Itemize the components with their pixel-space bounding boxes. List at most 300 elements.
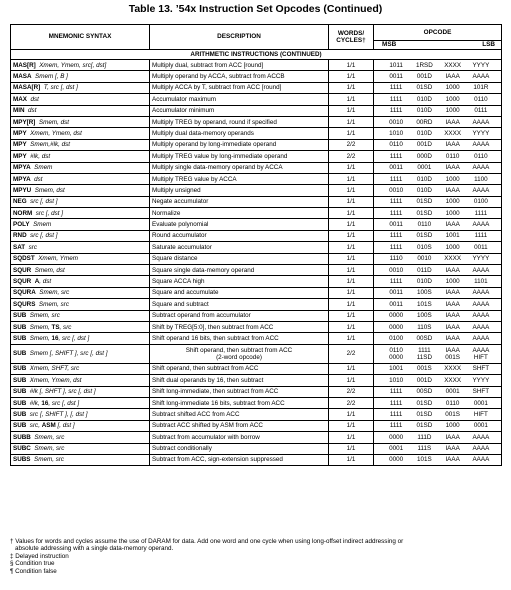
- opcode-nibble: 1111: [389, 388, 403, 396]
- table-row: [11, 265, 502, 276]
- opcode-nibble: AAAA: [472, 72, 490, 80]
- opcode-cell: [374, 265, 502, 276]
- operands: src [, dst ]: [35, 209, 64, 217]
- opcode-nibble: 001S: [445, 410, 460, 418]
- opcode-nibble: 0000: [389, 312, 404, 320]
- opcode-nibble: AAAA: [472, 186, 490, 194]
- words-cycles-cell: 1/1: [329, 321, 374, 332]
- section-heading: ARITHMETIC INSTRUCTIONS (CONTINUED): [11, 50, 502, 60]
- operands: Smem, src: [34, 456, 65, 464]
- opcode-cell: [374, 276, 502, 287]
- mnemonic-cell: [11, 310, 150, 321]
- opcode-nibble: 0100: [473, 198, 488, 206]
- opcode-nibble: 01SD: [416, 198, 433, 206]
- opcode-nibble: 1001: [389, 365, 404, 373]
- opcode-nibble: 1000: [445, 95, 460, 103]
- opcode-nibble: 0110: [445, 152, 460, 160]
- description-cell: [150, 344, 329, 363]
- operands: dst: [34, 175, 43, 183]
- operands: Smem, src: [34, 433, 65, 441]
- opcode-cell: [374, 397, 502, 408]
- words-cycles-cell: 1/1: [329, 432, 374, 443]
- table-row: [11, 443, 502, 454]
- words-cycles-cell: 1/1: [329, 375, 374, 386]
- opcode-nibble: 110S: [417, 323, 432, 331]
- description-cell: Negate accumulator: [150, 196, 329, 207]
- opcode-nibble: 0110: [445, 399, 460, 407]
- table-row: [11, 162, 502, 173]
- description-cell: Multiply TREG by operand, round if specified: [150, 116, 329, 127]
- words-cycles-cell: 1/1: [329, 287, 374, 298]
- description-cell: Multiply TREG value by long-immediate operand: [150, 151, 329, 162]
- opcode-nibble: HIFT: [473, 353, 488, 361]
- opcode-nibble: 101S: [417, 456, 432, 464]
- mnemonic: SQURA: [13, 289, 36, 297]
- opcode-nibble: AAAA: [472, 118, 490, 126]
- opcode-nibble: YYYY: [472, 376, 490, 384]
- mnemonic: SUB: [13, 422, 27, 430]
- opcode-cell: [374, 128, 502, 139]
- table-row: [11, 105, 502, 116]
- mnemonic-cell: [11, 82, 150, 93]
- description-cell: Saturate accumulator: [150, 242, 329, 253]
- mnemonic-cell: [11, 253, 150, 264]
- mnemonic-cell: [11, 230, 150, 241]
- opcode-nibble: 1111: [389, 152, 403, 160]
- header-words: WORDS/: [337, 29, 365, 37]
- opcode-cell: [374, 386, 502, 397]
- table-row: [11, 71, 502, 82]
- opcode-nibble: 0000: [389, 456, 404, 464]
- mnemonic-cell: [11, 173, 150, 184]
- opcode-nibble: IAAA: [445, 346, 460, 354]
- opcode-nibble: 0011: [389, 289, 403, 297]
- header-description: DESCRIPTION: [150, 25, 329, 50]
- opcode-nibble: 1111: [389, 84, 403, 92]
- opcode-nibble: 01SD: [416, 410, 433, 418]
- mnemonic: SUB: [13, 350, 27, 358]
- description-cell: Shift operand, then subtract from ACC: [150, 363, 329, 374]
- mnemonic-cell: [11, 60, 150, 71]
- operands: Smem, 16, src [, dst ]: [29, 334, 90, 342]
- opcode-cell: [374, 185, 502, 196]
- description-cell: Shift operand 16 bits, then subtract from ACC: [150, 333, 329, 344]
- words-cycles-cell: 1/1: [329, 71, 374, 82]
- opcode-nibble: AAAA: [472, 221, 490, 229]
- opcode-cell: [374, 60, 502, 71]
- description-cell: Subtract operand from accumulator: [150, 310, 329, 321]
- description-cell: Round accumulator: [150, 230, 329, 241]
- operands: src [, dst ]: [30, 232, 58, 240]
- table-row: [11, 299, 502, 310]
- header-opcode: OPCODE: [374, 25, 502, 41]
- opcode-nibble: 1000: [445, 84, 460, 92]
- opcode-nibble: 1100: [474, 175, 488, 183]
- opcode-nibble: 1111: [389, 209, 403, 217]
- opcode-nibble: 101R: [473, 84, 489, 92]
- mnemonic-cell: [11, 363, 150, 374]
- mnemonic: MPY: [13, 141, 27, 149]
- operands: #lk, dst: [30, 152, 51, 160]
- opcode-nibble: 1111: [389, 175, 403, 183]
- opcode-nibble: 100S: [417, 312, 432, 320]
- table-row: [11, 386, 502, 397]
- opcode-nibble: 010D: [416, 278, 432, 286]
- words-cycles-cell: 1/1: [329, 208, 374, 219]
- opcode-nibble: 01SD: [416, 422, 433, 430]
- operands: src [, dst ]: [30, 198, 58, 206]
- table-row: [11, 139, 502, 150]
- opcode-nibble: IAAA: [445, 164, 460, 172]
- opcode-nibble: AAAA: [472, 334, 490, 342]
- description-cell: Multiply operand by long-immediate operand: [150, 139, 329, 150]
- operands: #lk, 16, src [, dst ]: [29, 399, 80, 407]
- description-cell: Subtract shifted ACC from ACC: [150, 409, 329, 420]
- opcode-nibble: 0100: [389, 334, 404, 342]
- mnemonic-cell: [11, 139, 150, 150]
- mnemonic: SUB: [13, 334, 27, 342]
- opcode-nibble: 1011: [389, 61, 403, 69]
- table-row: [11, 242, 502, 253]
- opcode-cell: [374, 196, 502, 207]
- table-row: [11, 409, 502, 420]
- words-cycles-cell: 2/2: [329, 139, 374, 150]
- opcode-nibble: IAAA: [445, 186, 460, 194]
- opcode-nibble: 010S: [417, 243, 432, 251]
- opcode-nibble: 0001: [389, 445, 404, 453]
- opcode-nibble: 010D: [416, 129, 432, 137]
- mnemonic: SUBB: [13, 433, 31, 441]
- operands: Smem, TS, src: [29, 323, 72, 331]
- opcode-nibble: 1111: [474, 232, 488, 240]
- opcode-cell: [374, 420, 502, 431]
- opcode-nibble: AAAA: [472, 289, 490, 297]
- mnemonic-cell: [11, 151, 150, 162]
- opcode-nibble: XXXX: [444, 376, 462, 384]
- description-cell: Square and accumulate: [150, 287, 329, 298]
- opcode-table: [10, 24, 502, 466]
- opcode-cell: [374, 242, 502, 253]
- mnemonic: MPY: [13, 152, 27, 160]
- opcode-nibble: 0011: [389, 72, 403, 80]
- opcode-nibble: 0110: [474, 152, 488, 160]
- words-cycles-cell: 1/1: [329, 299, 374, 310]
- opcode-nibble: 100S: [417, 289, 432, 297]
- operands: Smem, dst: [34, 266, 65, 274]
- table-row: [11, 196, 502, 207]
- operands: A, dst: [34, 278, 52, 286]
- opcode-cell: [374, 139, 502, 150]
- description-cell: Subtract from ACC, sign-extension suppressed: [150, 454, 329, 465]
- opcode-cell: [374, 321, 502, 332]
- words-cycles-cell: 1/1: [329, 276, 374, 287]
- opcode-nibble: IAAA: [445, 433, 460, 441]
- opcode-nibble: IAAA: [445, 141, 460, 149]
- opcode-nibble: IAAA: [445, 72, 460, 80]
- opcode-nibble: 0001: [473, 399, 488, 407]
- opcode-nibble: 1111: [389, 410, 403, 418]
- opcode-nibble: 1001: [445, 232, 460, 240]
- table-row: [11, 94, 502, 105]
- opcode-nibble: 00SD: [416, 388, 433, 396]
- table-row: [11, 173, 502, 184]
- opcode-nibble: AAAA: [472, 300, 490, 308]
- mnemonic-cell: [11, 299, 150, 310]
- table-row: [11, 420, 502, 431]
- opcode-nibble: 00RD: [416, 118, 433, 126]
- opcode-nibble: XXXX: [444, 61, 462, 69]
- footnote-condition-false: ¶ Condition false: [10, 567, 57, 575]
- description-cell: Accumulator minimum: [150, 105, 329, 116]
- description-cell: Square distance: [150, 253, 329, 264]
- opcode-nibble: 010D: [416, 186, 432, 194]
- table-row: [11, 454, 502, 465]
- mnemonic: MPYA: [13, 175, 31, 183]
- mnemonic: SUBC: [13, 445, 31, 453]
- description-cell: Multiply operand by ACCA, subtract from ACCB: [150, 71, 329, 82]
- description-cell: Accumulator maximum: [150, 94, 329, 105]
- opcode-nibble: 111D: [417, 433, 432, 441]
- mnemonic: SAT: [13, 243, 26, 251]
- description-cell: Shift dual operands by 16, then subtract: [150, 375, 329, 386]
- footnote-condition-true: § Condition true: [10, 560, 55, 568]
- footnote-dagger-cont: absolute addressing with a single data-memory operand.: [15, 545, 174, 553]
- opcode-nibble: 011D: [417, 266, 432, 274]
- mnemonic-cell: [11, 265, 150, 276]
- table-row: [11, 82, 502, 93]
- opcode-cell: [374, 230, 502, 241]
- opcode-nibble: 001S: [445, 353, 460, 361]
- words-cycles-cell: 1/1: [329, 420, 374, 431]
- opcode-nibble: 1111: [389, 232, 403, 240]
- operands: Xmem, Ymem, dst: [30, 129, 82, 137]
- opcode-cell: [374, 344, 502, 363]
- table-row: [11, 230, 502, 241]
- opcode-cell: [374, 432, 502, 443]
- mnemonic-cell: [11, 276, 150, 287]
- opcode-nibble: 1111: [389, 95, 403, 103]
- description-cell: Evaluate polynomial: [150, 219, 329, 230]
- opcode-nibble: 0010: [417, 255, 432, 263]
- description-cell: Multiply dual data-memory operands: [150, 128, 329, 139]
- mnemonic: SQUR: [13, 278, 32, 286]
- words-cycles-cell: 1/1: [329, 230, 374, 241]
- mnemonic-cell: [11, 386, 150, 397]
- opcode-nibble: 1010: [389, 376, 404, 384]
- opcode-nibble: 0000: [389, 323, 404, 331]
- opcode-nibble: 01SD: [416, 209, 433, 217]
- opcode-nibble: YYYY: [472, 129, 490, 137]
- mnemonic-cell: [11, 128, 150, 139]
- mnemonic: SUBS: [13, 456, 31, 464]
- table-row: [11, 310, 502, 321]
- mnemonic-cell: [11, 162, 150, 173]
- opcode-cell: [374, 333, 502, 344]
- mnemonic: MASA[R]: [13, 84, 41, 92]
- mnemonic: MAX: [13, 95, 27, 103]
- description-cell: Normalize: [150, 208, 329, 219]
- mnemonic: RND: [13, 232, 27, 240]
- mnemonic: SUB: [13, 388, 27, 396]
- table-row: [11, 397, 502, 408]
- description-note: (2-word opcode): [216, 353, 262, 361]
- opcode-nibble: AAAA: [472, 323, 490, 331]
- words-cycles-cell: 1/1: [329, 310, 374, 321]
- opcode-nibble: 0011: [389, 164, 403, 172]
- opcode-cell: [374, 151, 502, 162]
- opcode-nibble: 1101: [474, 278, 488, 286]
- opcode-nibble: 11SD: [416, 353, 433, 361]
- words-cycles-cell: 1/1: [329, 105, 374, 116]
- opcode-nibble: IAAA: [445, 266, 460, 274]
- opcode-nibble: 0110: [474, 95, 488, 103]
- words-cycles-cell: 1/1: [329, 94, 374, 105]
- opcode-nibble: SHFT: [472, 388, 490, 396]
- table-row: [11, 151, 502, 162]
- description-cell: Multiply unsigned: [150, 185, 329, 196]
- opcode-cell: [374, 208, 502, 219]
- mnemonic-cell: [11, 196, 150, 207]
- opcode-cell: [374, 162, 502, 173]
- table-row: [11, 219, 502, 230]
- table-row: [11, 185, 502, 196]
- operands: Smem, dst: [34, 186, 65, 194]
- opcode-cell: [374, 71, 502, 82]
- mnemonic: MIN: [13, 107, 25, 115]
- mnemonic-cell: [11, 208, 150, 219]
- description-cell: Shift long-immediate 16 bits, subtract from ACC: [150, 397, 329, 408]
- mnemonic: NORM: [13, 209, 33, 217]
- footnotes: [10, 538, 501, 575]
- words-cycles-cell: 1/1: [329, 363, 374, 374]
- mnemonic: MPYA: [13, 164, 31, 172]
- words-cycles-cell: 1/1: [329, 116, 374, 127]
- mnemonic-cell: [11, 409, 150, 420]
- operands: #lk [, SHFT ], src [, dst ]: [29, 388, 96, 396]
- opcode-nibble: XXXX: [444, 255, 462, 263]
- mnemonic-cell: [11, 242, 150, 253]
- header-words-cycles: [329, 25, 374, 50]
- mnemonic-cell: [11, 287, 150, 298]
- words-cycles-cell: 1/1: [329, 196, 374, 207]
- mnemonic-cell: [11, 454, 150, 465]
- opcode-nibble: 0010: [389, 186, 404, 194]
- opcode-cell: [374, 375, 502, 386]
- opcode-cell: [374, 310, 502, 321]
- opcode-nibble: 1000: [445, 278, 460, 286]
- mnemonic-cell: [11, 105, 150, 116]
- operands: Smem,#lk, dst: [30, 141, 71, 149]
- mnemonic: MPY: [13, 129, 27, 137]
- words-cycles-cell: 1/1: [329, 185, 374, 196]
- opcode-nibble: 1111: [389, 107, 403, 115]
- table-row: [11, 321, 502, 332]
- operands: dst: [30, 95, 39, 103]
- table-row: [11, 363, 502, 374]
- table-row: [11, 116, 502, 127]
- words-cycles-cell: 1/1: [329, 173, 374, 184]
- mnemonic: SUB: [13, 410, 27, 418]
- opcode-nibble: 0001: [473, 422, 488, 430]
- operands: dst: [28, 107, 37, 115]
- opcode-nibble: 1111: [474, 209, 488, 217]
- words-cycles-cell: 1/1: [329, 242, 374, 253]
- mnemonic: MAS[R]: [13, 61, 36, 69]
- opcode-nibble: 0000: [389, 433, 404, 441]
- operands: Smem [, SHIFT ], src [, dst ]: [29, 350, 108, 358]
- opcode-nibble: AAAA: [472, 164, 490, 172]
- words-cycles-cell: 1/1: [329, 253, 374, 264]
- footnote-delayed: ‡ Delayed instruction: [10, 552, 69, 560]
- words-cycles-cell: 1/1: [329, 128, 374, 139]
- mnemonic: MPY[R]: [13, 118, 36, 126]
- opcode-nibble: AAAA: [472, 266, 490, 274]
- words-cycles-cell: 2/2: [329, 151, 374, 162]
- footnote-dagger: † Values for words and cycles assume the use of DARAM for data. Add one word and one cycle when using long-offset indirect addressing or: [10, 538, 404, 545]
- mnemonic-cell: [11, 443, 150, 454]
- opcode-nibble: IAAA: [445, 456, 460, 464]
- mnemonic: SUB: [13, 323, 27, 331]
- opcode-nibble: YYYY: [472, 255, 490, 263]
- operands: Xmem, SHFT, src: [29, 365, 80, 373]
- operands: Smem, src: [34, 445, 65, 453]
- opcode-nibble: AAAA: [472, 141, 490, 149]
- opcode-nibble: 1111: [389, 198, 403, 206]
- operands: Smem [, B ]: [35, 72, 68, 80]
- description-cell: Square single data-memory operand: [150, 265, 329, 276]
- opcode-nibble: 1111: [389, 399, 403, 407]
- header-lsb: LSB: [482, 41, 495, 49]
- operands: Xmem, Ymem: [38, 255, 78, 263]
- opcode-nibble: 1000: [445, 243, 460, 251]
- opcode-nibble: 1RSD: [415, 61, 433, 69]
- mnemonic-cell: [11, 116, 150, 127]
- header-cycles: CYCLES†: [336, 37, 366, 44]
- opcode-nibble: 01SD: [416, 399, 433, 407]
- opcode-nibble: 001D: [416, 376, 432, 384]
- mnemonic: POLY: [13, 221, 30, 229]
- opcode-nibble: 0010: [389, 118, 404, 126]
- opcode-nibble: AAAA: [472, 346, 490, 354]
- opcode-nibble: 1111: [389, 422, 403, 430]
- description-cell: Multiply dual, subtract from ACC [round]: [150, 60, 329, 71]
- opcode-nibble: SHFT: [472, 365, 490, 373]
- table-row: [11, 287, 502, 298]
- mnemonic-cell: [11, 185, 150, 196]
- table-row: [11, 276, 502, 287]
- table-row: [11, 333, 502, 344]
- opcode-nibble: AAAA: [472, 445, 490, 453]
- opcode-nibble: IAAA: [445, 221, 460, 229]
- description-cell: Shift by TREG[5:0], then subtract from ACC: [150, 321, 329, 332]
- opcode-cell: [374, 253, 502, 264]
- opcode-nibble: 1000: [445, 175, 460, 183]
- opcode-nibble: IAAA: [445, 334, 460, 342]
- mnemonic-cell: [11, 432, 150, 443]
- opcode-nibble: 1110: [389, 255, 403, 263]
- opcode-nibble: 001S: [417, 365, 432, 373]
- opcode-nibble: AAAA: [472, 433, 490, 441]
- opcode-cell: [374, 363, 502, 374]
- mnemonic: SQUR: [13, 266, 32, 274]
- opcode-nibble: 101S: [417, 300, 432, 308]
- mnemonic: SUB: [13, 312, 27, 320]
- mnemonic-cell: [11, 420, 150, 431]
- description-cell: Subtract from accumulator with borrow: [150, 432, 329, 443]
- table-row: [11, 375, 502, 386]
- opcode-nibble: XXXX: [444, 365, 462, 373]
- words-cycles-cell: 1/1: [329, 333, 374, 344]
